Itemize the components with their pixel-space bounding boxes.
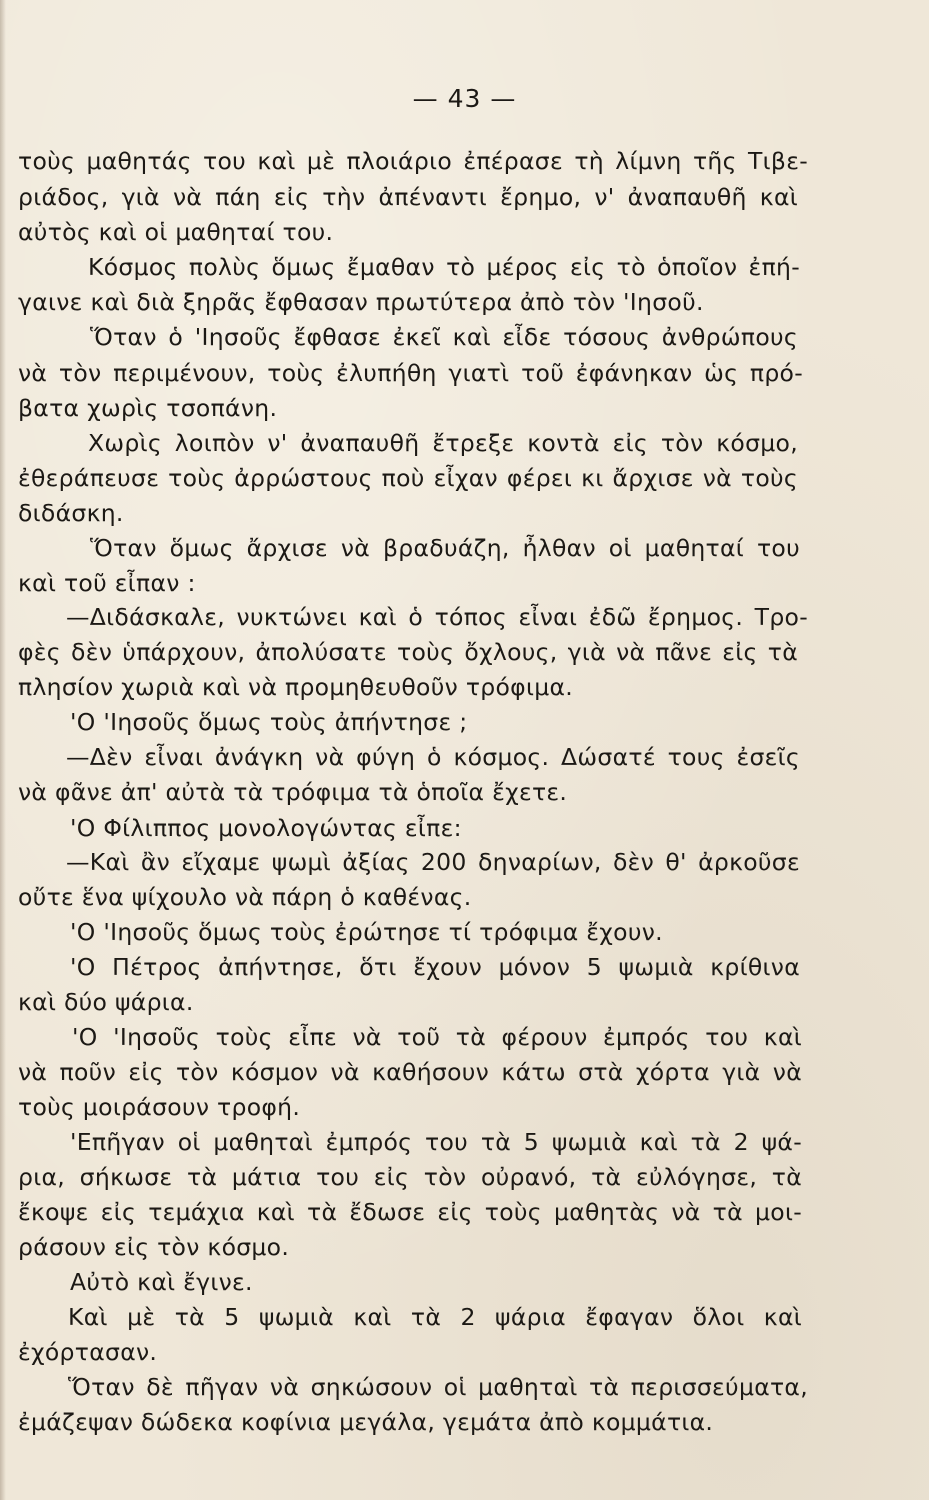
text-line: 'Ο 'Ιησοῦς τοὺς εἶπε νὰ τοῦ τὰ φέρουν ἐμπρός του καὶ — [72, 1023, 802, 1051]
text-line: —Καὶ ἂν εἴχαμε ψωμὶ ἀξίας 200 δηναρίων, δὲν θ' ἀρκοῦσε — [66, 848, 800, 876]
text-line: φὲς δὲν ὑπάρχουν, ἀπολύσατε τοὺς ὄχλους, γιὰ νὰ πᾶνε εἰς τὰ — [18, 638, 798, 666]
text-line: ράσουν εἰς τὸν κόσμο. — [18, 1233, 290, 1261]
text-line: ριάδος, γιὰ νὰ πάη εἰς τὴν ἀπέναντι ἔρημο, ν' ἀναπαυθῆ καὶ — [18, 183, 798, 211]
text-line: 'Ο 'Ιησοῦς ὅμως τοὺς ἐρώτησε τί τρόφιμα ἔχουν. — [70, 918, 663, 946]
page-number: — 43 — — [412, 84, 517, 113]
text-line: Καὶ μὲ τὰ 5 ψωμιὰ καὶ τὰ 2 ψάρια ἔφαγαν ὅλοι καὶ — [68, 1303, 802, 1331]
text-line: Χωρὶς λοιπὸν ν' ἀναπαυθῆ ἔτρεξε κοντὰ εἰς τὸν κόσμο, — [88, 429, 798, 457]
text-line: τοὺς μαθητάς του καὶ μὲ πλοιάριο ἐπέρασε τὴ λίμνη τῆς Τιβε- — [18, 147, 808, 175]
text-line: ἔκοψε εἰς τεμάχια καὶ τὰ ἔδωσε εἰς τοὺς μαθητὰς νὰ τὰ μοι- — [18, 1198, 802, 1226]
text-line: τοὺς μοιράσουν τροφή. — [18, 1093, 301, 1121]
text-line: Ὅταν δὲ πῆγαν νὰ σηκώσουν οἱ μαθηταὶ τὰ περισσεύματα, — [68, 1373, 808, 1401]
text-line: διδάσκη. — [18, 499, 124, 527]
text-line: πλησίον χωριὰ καὶ νὰ προμηθευθοῦν τρόφιμα. — [18, 673, 574, 701]
text-line: νὰ τὸν περιμένουν, τοὺς ἐλυπήθη γιατὶ τοῦ ἐφάνηκαν ὡς πρό- — [18, 359, 803, 387]
text-line: καὶ τοῦ εἶπαν : — [18, 569, 196, 597]
text-line: ἐχόρτασαν. — [18, 1338, 158, 1366]
text-line: Κόσμος πολὺς ὅμως ἔμαθαν τὸ μέρος εἰς τὸ ὁποῖον ἐπή- — [88, 253, 800, 281]
text-line: Ὅταν ὁ 'Ιησοῦς ἔφθασε ἐκεῖ καὶ εἶδε τόσους ἀνθρώπους — [90, 323, 798, 351]
text-line: νὰ ποῦν εἰς τὸν κόσμον νὰ καθήσουν κάτω στὰ χόρτα γιὰ νὰ — [18, 1058, 802, 1086]
text-line: ρια, σήκωσε τὰ μάτια του εἰς τὸν οὐρανό, τὰ εὐλόγησε, τὰ — [18, 1163, 802, 1191]
text-line: καὶ δύο ψάρια. — [18, 988, 194, 1016]
text-line: Αὐτὸ καὶ ἔγινε. — [70, 1268, 253, 1296]
page-edge-shadow — [0, 0, 6, 1500]
text-line: 'Επῆγαν οἱ μαθηταὶ ἐμπρός του τὰ 5 ψωμιὰ καὶ τὰ 2 ψά- — [70, 1128, 802, 1156]
text-line: βατα χωρὶς τσοπάνη. — [18, 394, 278, 422]
text-line: Ὅταν ὅμως ἄρχισε νὰ βραδυάζη, ἦλθαν οἱ μαθηταί του — [90, 534, 800, 562]
text-line: 'Ο Φίλιππος μονολογώντας εἶπε: — [70, 814, 462, 842]
text-line: γαινε καὶ διὰ ξηρᾶς ἔφθασαν πρωτύτερα ἀπὸ τὸν 'Ιησοῦ. — [18, 288, 704, 316]
text-line: 'Ο Πέτρος ἀπήντησε, ὅτι ἔχουν μόνον 5 ψωμιὰ κρίθινα — [70, 953, 800, 981]
text-line: —Διδάσκαλε, νυκτώνει καὶ ὁ τόπος εἶναι ἐδῶ ἔρημος. Τρο- — [66, 603, 808, 631]
text-line: 'Ο 'Ιησοῦς ὅμως τοὺς ἀπήντησε ; — [70, 708, 468, 736]
text-line: —Δὲν εἶναι ἀνάγκη νὰ φύγη ὁ κόσμος. Δώσατέ τους ἐσεῖς — [66, 743, 800, 771]
text-line: αὐτὸς καὶ οἱ μαθηταί του. — [18, 218, 334, 246]
text-line: ἐμάζεψαν δώδεκα κοφίνια μεγάλα, γεμάτα ἀπὸ κομμάτια. — [18, 1408, 714, 1436]
text-line: ἐθεράπευσε τοὺς ἀρρώστους ποὺ εἶχαν φέρει κι ἄρχισε νὰ τοὺς — [18, 464, 798, 492]
text-line: νὰ φᾶνε ἀπ' αὐτὰ τὰ τρόφιμα τὰ ὁποῖα ἔχετε. — [18, 778, 568, 806]
text-line: οὔτε ἕνα ψίχουλο νὰ πάρη ὁ καθένας. — [18, 883, 472, 911]
